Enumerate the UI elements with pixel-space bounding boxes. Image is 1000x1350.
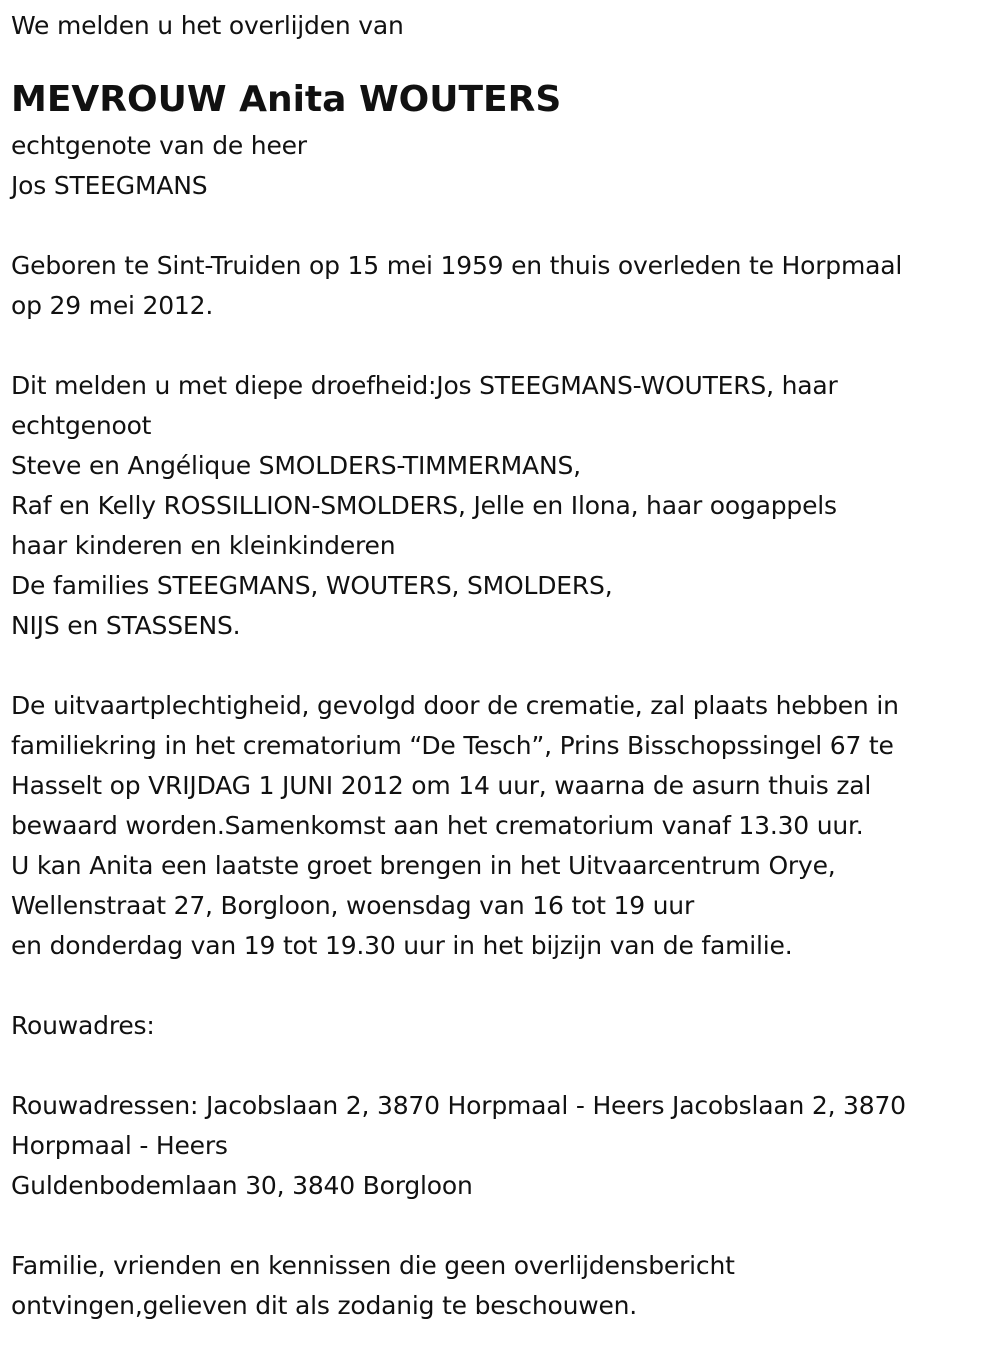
spacer [11, 1046, 986, 1086]
mourners-block [11, 366, 986, 646]
ceremony-line: en donderdag van 19 tot 19.30 uur in het bijzijn van de familie. [11, 931, 793, 960]
mourners-line: NIJS en STASSENS. [11, 611, 241, 640]
spouse-line: Jos STEEGMANS [11, 171, 208, 200]
death-notice [11, 6, 986, 1326]
address-line: Rouwadressen: Jacobslaan 2, 3870 Horpmaal - Heers Jacobslaan 2, 3870 [11, 1091, 906, 1120]
address-line: Horpmaal - Heers [11, 1131, 228, 1160]
ceremony-line: bewaard worden.Samenkomst aan het crematorium vanaf 13.30 uur. [11, 811, 864, 840]
birth-death-block [11, 246, 986, 326]
birth-death-line: Geboren te Sint-Truiden op 15 mei 1959 en thuis overleden te Horpmaal [11, 251, 903, 280]
ceremony-line: De uitvaartplechtigheid, gevolgd door de crematie, zal plaats hebben in [11, 691, 899, 720]
mourners-line: De families STEEGMANS, WOUTERS, SMOLDERS, [11, 571, 613, 600]
spacer [11, 206, 986, 246]
ceremony-line: U kan Anita een laatste groet brengen in het Uitvaarcentrum Orye, [11, 851, 836, 880]
spacer [11, 326, 986, 366]
mourners-line: Raf en Kelly ROSSILLION-SMOLDERS, Jelle en Ilona, haar oogappels [11, 491, 837, 520]
closing-line: Familie, vrienden en kennissen die geen overlijdensbericht [11, 1251, 735, 1280]
mourners-line: Steve en Angélique SMOLDERS-TIMMERMANS, [11, 451, 581, 480]
spacer [11, 966, 986, 1006]
ceremony-block [11, 686, 986, 966]
closing-line: ontvingen,gelieven dit als zodanig te beschouwen. [11, 1291, 638, 1320]
intro-text: We melden u het overlijden van [11, 11, 404, 40]
mourners-line: Dit melden u met diepe droefheid:Jos STEEGMANS-WOUTERS, haar [11, 371, 838, 400]
spouse-block [11, 126, 986, 206]
addresses-block [11, 1086, 986, 1206]
ceremony-line: Wellenstraat 27, Borgloon, woensdag van 16 tot 19 uur [11, 891, 695, 920]
ceremony-line: familiekring in het crematorium “De Tesch”, Prins Bisschopssingel 67 te [11, 731, 894, 760]
spacer [11, 1206, 986, 1246]
spacer [11, 646, 986, 686]
rouwadres-label: Rouwadres: [11, 1011, 155, 1040]
mourners-line: haar kinderen en kleinkinderen [11, 531, 396, 560]
mourners-line: echtgenoot [11, 411, 152, 440]
birth-death-line: op 29 mei 2012. [11, 291, 214, 320]
ceremony-line: Hasselt op VRIJDAG 1 JUNI 2012 om 14 uur, waarna de asurn thuis zal [11, 771, 872, 800]
deceased-name: MEVROUW Anita WOUTERS [11, 79, 562, 120]
address-line: Guldenbodemlaan 30, 3840 Borgloon [11, 1171, 473, 1200]
spouse-line: echtgenote van de heer [11, 131, 307, 160]
spacer [11, 46, 986, 74]
closing-block [11, 1246, 986, 1326]
